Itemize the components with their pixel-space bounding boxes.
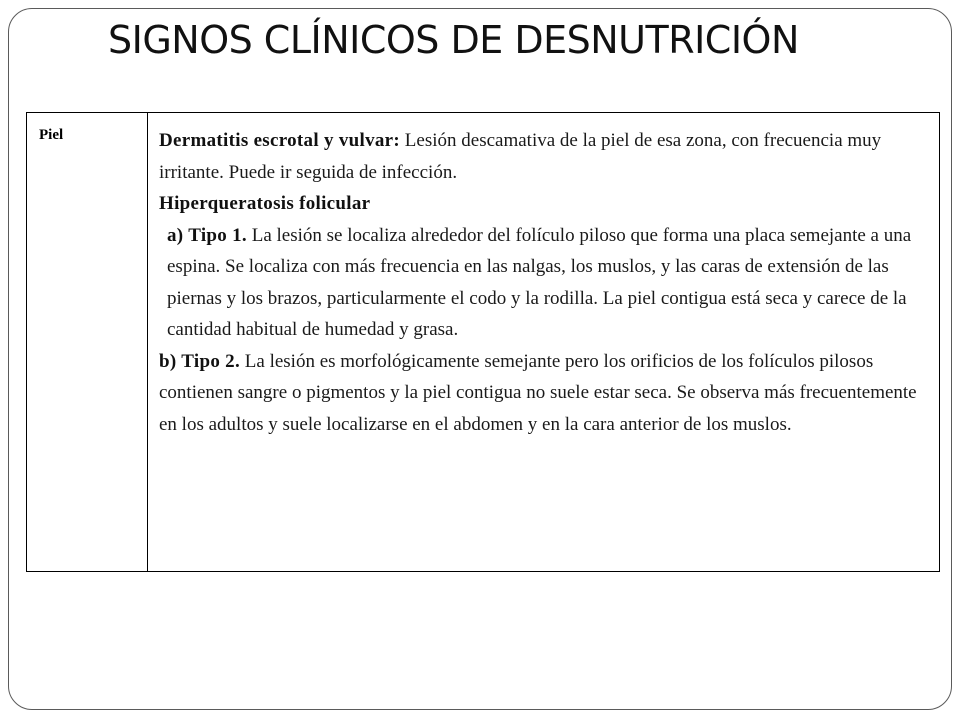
tipo1-text: La lesión se localiza alrededor del folículo piloso que forma una placa semejante a una espina. Se localiza con más frecuencia en las nalgas, los muslos, y las caras de extensión de las piernas y los brazos, particularmente el codo y la rodilla. La piel contigua está seca y carece de la cantidad habitual de humedad y grasa.	[167, 224, 912, 340]
dermatitis-text: Lesión descamativa de la piel de esa zona, con frecuencia muy irritante. Puede ir seguida de infección.	[159, 130, 882, 183]
tipo2-paragraph	[159, 346, 919, 441]
tipo1-paragraph	[159, 220, 919, 346]
tipo1-heading: Tipo 1.	[188, 224, 247, 246]
table-row	[27, 113, 940, 572]
row-label-cell	[27, 113, 148, 572]
tipo2-heading: Tipo 2.	[181, 350, 241, 372]
row-label: Piel	[39, 127, 64, 143]
dermatitis-paragraph	[159, 125, 919, 188]
description-cell	[148, 113, 940, 572]
slide-title: SIGNOS CLÍNICOS DE DESNUTRICIÓN	[108, 18, 799, 62]
tipo2-text: La lesión es morfológicamente semejante pero los orificios de los folículos pilosos contienen sangre o pigmentos y la piel contigua no suele estar seca. Se observa más frecuentemente en los adultos y suele localizarse en el abdomen y en la cara anterior de los muslos.	[159, 350, 917, 435]
hiperqueratosis-paragraph	[159, 188, 919, 220]
dermatitis-heading: Dermatitis escrotal y vulvar:	[159, 130, 401, 151]
hiperqueratosis-heading: Hiperqueratosis folicular	[159, 193, 371, 214]
tipo2-marker: b)	[159, 350, 177, 372]
tipo1-marker: a)	[167, 224, 184, 246]
clinical-signs-table	[26, 112, 940, 572]
